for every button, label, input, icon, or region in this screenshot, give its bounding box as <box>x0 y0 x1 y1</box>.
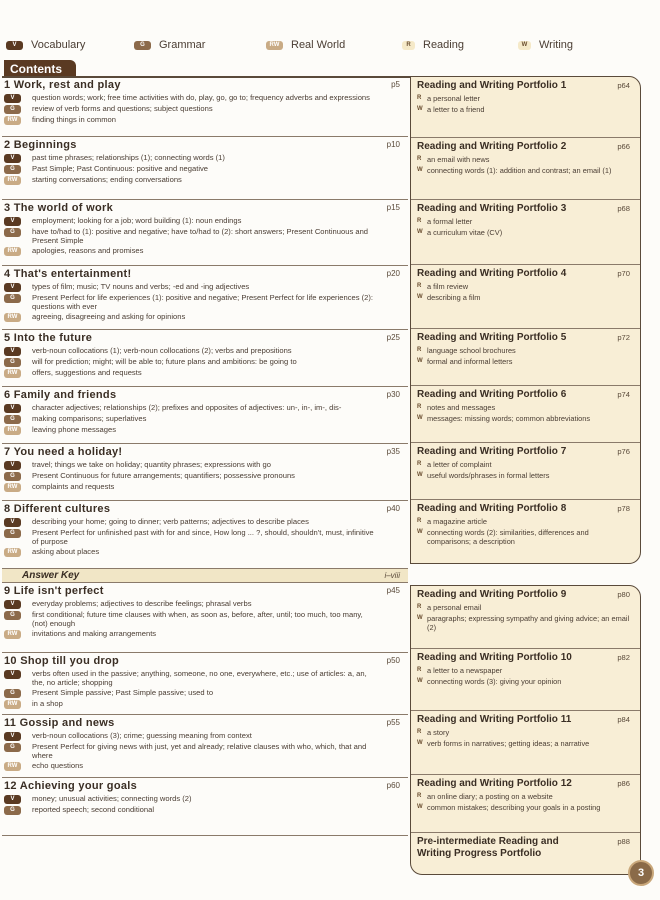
unit-v-line <box>4 599 408 609</box>
unit-v-line <box>4 403 408 413</box>
unit-v-line <box>4 731 408 741</box>
vocabulary-badge-icon: V <box>6 41 23 50</box>
portfolio-writing-text: paragraphs; expressing sympathy and giving advice; an email (2) <box>427 614 630 632</box>
reading-letter-icon: R <box>417 218 422 224</box>
unit-entry[interactable] <box>2 137 408 200</box>
legend-label: Vocabulary <box>31 39 86 51</box>
answer-key-label: Answer Key <box>22 570 80 581</box>
unit-g-line <box>4 688 408 698</box>
unit-entry[interactable] <box>2 444 408 501</box>
portfolio-reading-text: a formal letter <box>427 217 473 226</box>
unit-g-line <box>4 227 408 245</box>
legend-label: Reading <box>423 39 464 51</box>
unit-rw-text: in a shop <box>32 699 63 708</box>
g-badge-icon: G <box>4 294 21 303</box>
portfolio-reading-line <box>417 403 634 412</box>
progress-portfolio-title[interactable]: Pre-intermediate Reading and Writing Progress Portfolio <box>417 836 559 859</box>
portfolio-title[interactable]: Reading and Writing Portfolio 3 <box>417 203 567 214</box>
portfolio-writing-line <box>417 293 634 302</box>
unit-v-line <box>4 282 408 292</box>
legend-label: Grammar <box>159 39 206 51</box>
unit-page: p45 <box>386 586 400 595</box>
portfolio-page: p72 <box>617 333 630 342</box>
portfolio-reading-line <box>417 94 634 103</box>
unit-g-line <box>4 104 408 114</box>
portfolio-reading-text: a magazine article <box>427 517 487 526</box>
rw-badge-icon: RW <box>4 762 21 771</box>
g-badge-icon: G <box>4 165 21 174</box>
unit-v-text: money; unusual activities; connecting words (2) <box>32 794 192 803</box>
unit-v-line <box>4 346 408 356</box>
unit-rw-line <box>4 425 408 435</box>
writing-badge-icon: W <box>518 41 531 50</box>
unit-page: p15 <box>386 203 400 212</box>
portfolio-writing-text: useful words/phrases in formal letters <box>427 471 550 480</box>
g-badge-icon: G <box>4 358 21 367</box>
unit-entry[interactable] <box>2 653 408 715</box>
unit-g-text: Past Simple; Past Continuous: positive and negative <box>32 164 209 173</box>
rw-badge-icon: RW <box>4 630 21 639</box>
units-column <box>2 77 408 836</box>
real-world-badge-icon: RW <box>266 41 283 50</box>
portfolio-reading-text: a letter of complaint <box>427 460 492 469</box>
page-number: 3 <box>628 860 654 886</box>
portfolio-entry[interactable] <box>411 775 640 833</box>
unit-entry[interactable] <box>2 330 408 387</box>
unit-g-line <box>4 164 408 174</box>
unit-v-text: describing your home; going to dinner; verb patterns; adjectives to describe places <box>32 517 309 526</box>
portfolio-reading-line <box>417 155 634 164</box>
unit-entry[interactable] <box>2 583 408 653</box>
legend-label: Real World <box>291 39 346 51</box>
portfolio-page: p66 <box>617 142 630 151</box>
portfolio-reading-line <box>417 603 634 612</box>
rw-badge-icon: RW <box>4 548 21 557</box>
portfolio-reading-text: a letter to a newspaper <box>427 666 503 675</box>
portfolio-writing-text: describing a film <box>427 293 481 302</box>
rw-badge-icon: RW <box>4 426 21 435</box>
portfolio-title[interactable]: Reading and Writing Portfolio 1 <box>417 80 567 91</box>
unit-title[interactable]: 5 Into the future <box>4 332 93 344</box>
unit-g-text: have to/had to (1): positive and negative; have to/had to (2): short answers; Present Continuous and Present Simple <box>32 227 369 245</box>
portfolio-title[interactable]: Reading and Writing Portfolio 5 <box>417 332 567 343</box>
unit-v-line <box>4 460 408 470</box>
portfolio-entry[interactable] <box>411 200 640 265</box>
portfolio-page: p76 <box>617 447 630 456</box>
unit-page: p55 <box>386 718 400 727</box>
answer-key-page: i–viii <box>384 571 400 580</box>
unit-v-line <box>4 794 408 804</box>
writing-letter-icon: W <box>417 294 423 300</box>
unit-v-line <box>4 669 408 687</box>
v-badge-icon: V <box>4 600 21 609</box>
portfolio-reading-line <box>417 346 634 355</box>
portfolio-writing-line <box>417 528 634 546</box>
portfolio-writing-text: formal and informal letters <box>427 357 513 366</box>
answer-key-row[interactable] <box>2 569 408 583</box>
grammar-badge-icon: G <box>134 41 151 50</box>
portfolio-entry[interactable] <box>411 649 640 711</box>
unit-rw-line <box>4 761 408 771</box>
unit-v-line <box>4 153 408 163</box>
unit-title[interactable]: 8 Different cultures <box>4 503 111 515</box>
unit-title[interactable]: 11 Gossip and news <box>4 717 115 729</box>
portfolio-reading-line <box>417 666 634 675</box>
portfolio-reading-text: a personal letter <box>427 94 480 103</box>
portfolio-entry[interactable] <box>411 329 640 386</box>
portfolio-entry[interactable] <box>411 500 640 565</box>
unit-page: p60 <box>386 781 400 790</box>
unit-rw-text: apologies, reasons and promises <box>32 246 144 255</box>
unit-g-text: Present Perfect for unfinished past with for and since, How long ... ?, should, shouldn't, must, infinitive of purpose <box>32 528 374 546</box>
writing-letter-icon: W <box>417 106 423 112</box>
unit-title[interactable]: 12 Achieving your goals <box>4 780 138 792</box>
v-badge-icon: V <box>4 404 21 413</box>
portfolio-page: p64 <box>617 81 630 90</box>
unit-g-text: Present Perfect for life experiences (1): positive and negative; Present Perfect for life experiences (2): questions with ever <box>32 293 374 311</box>
portfolio-writing-line <box>417 357 634 366</box>
unit-g-text: reported speech; second conditional <box>32 805 155 814</box>
unit-title[interactable]: 4 That's entertainment! <box>4 268 132 280</box>
portfolio-title[interactable]: Reading and Writing Portfolio 11 <box>417 714 572 725</box>
portfolio-page: p80 <box>617 590 630 599</box>
portfolio-reading-text: language school brochures <box>427 346 516 355</box>
unit-title[interactable]: 7 You need a holiday! <box>4 446 123 458</box>
reading-letter-icon: R <box>417 729 422 735</box>
unit-rw-text: invitations and making arrangements <box>32 629 157 638</box>
unit-v-text: verb-noun collocations (1); verb-noun collocations (2); verbs and prepositions <box>32 346 292 355</box>
unit-page: p30 <box>386 390 400 399</box>
v-badge-icon: V <box>4 154 21 163</box>
writing-letter-icon: W <box>417 804 423 810</box>
v-badge-icon: V <box>4 670 21 679</box>
v-badge-icon: V <box>4 795 21 804</box>
rw-badge-icon: RW <box>4 369 21 378</box>
unit-rw-text: echo questions <box>32 761 84 770</box>
portfolio-writing-line <box>417 677 634 686</box>
reading-letter-icon: R <box>417 283 422 289</box>
unit-rw-text: asking about places <box>32 547 100 556</box>
portfolio-writing-text: verb forms in narratives; getting ideas; a narrative <box>427 739 590 748</box>
unit-v-line <box>4 216 408 226</box>
unit-rw-text: finding things in common <box>32 115 116 124</box>
reading-letter-icon: R <box>417 518 422 524</box>
unit-entry[interactable] <box>2 266 408 330</box>
unit-g-text: will for prediction; might; will be able to; future plans and ambitions: be going to <box>32 357 297 366</box>
g-badge-icon: G <box>4 743 21 752</box>
writing-letter-icon: W <box>417 167 423 173</box>
portfolio-writing-text: messages: missing words; common abbreviations <box>427 414 591 423</box>
unit-v-text: types of film; music; TV nouns and verbs; -ed and -ing adjectives <box>32 282 250 291</box>
portfolio-reading-line <box>417 792 634 801</box>
unit-rw-text: leaving phone messages <box>32 425 117 434</box>
portfolio-title[interactable]: Reading and Writing Portfolio 12 <box>417 778 572 789</box>
g-badge-icon: G <box>4 611 21 620</box>
reading-letter-icon: R <box>417 347 422 353</box>
unit-v-text: verb-noun collocations (3); crime; guessing meaning from context <box>32 731 252 740</box>
portfolio-writing-line <box>417 228 634 237</box>
unit-v-text: past time phrases; relationships (1); connecting words (1) <box>32 153 225 162</box>
portfolio-writing-line <box>417 471 634 480</box>
unit-page: p35 <box>386 447 400 456</box>
portfolio-page: p74 <box>617 390 630 399</box>
unit-entry[interactable] <box>2 715 408 778</box>
portfolio-title[interactable]: Reading and Writing Portfolio 8 <box>417 503 567 514</box>
unit-v-text: everyday problems; adjectives to describe feelings; phrasal verbs <box>32 599 252 608</box>
legend <box>6 39 656 55</box>
unit-v-text: character adjectives; relationships (2); prefixes and opposites of adjectives: un-, in-, im-, dis- <box>32 403 342 412</box>
g-badge-icon: G <box>4 105 21 114</box>
portfolio-writing-text: connecting words (3): giving your opinion <box>427 677 562 686</box>
portfolio-writing-text: connecting words (2): similarities, differences and comparisons; a description <box>427 528 589 546</box>
legend-grammar <box>134 39 205 51</box>
portfolio-page: p68 <box>617 204 630 213</box>
portfolio-reading-text: a personal email <box>427 603 482 612</box>
legend-real-world <box>266 39 345 51</box>
unit-page: p10 <box>386 140 400 149</box>
portfolio-writing-text: a curriculum vitae (CV) <box>427 228 503 237</box>
reading-letter-icon: R <box>417 667 422 673</box>
unit-entry[interactable] <box>2 778 408 836</box>
unit-title[interactable]: 1 Work, rest and play <box>4 79 121 91</box>
unit-v-text: question words; work; free time activities with do, play, go, go to; frequency adverbs and expressions <box>32 93 370 102</box>
unit-g-text: Present Simple passive; Past Simple passive; used to <box>32 688 214 697</box>
unit-rw-text: starting conversations; ending conversations <box>32 175 182 184</box>
portfolio-page: p78 <box>617 504 630 513</box>
portfolio-reading-line <box>417 217 634 226</box>
rw-badge-icon: RW <box>4 483 21 492</box>
unit-page: p40 <box>386 504 400 513</box>
portfolio-title[interactable]: Reading and Writing Portfolio 7 <box>417 446 567 457</box>
unit-rw-text: complaints and requests <box>32 482 115 491</box>
v-badge-icon: V <box>4 94 21 103</box>
portfolio-reading-text: a story <box>427 728 450 737</box>
portfolio-writing-line <box>417 614 634 632</box>
portfolio-writing-text: common mistakes; describing your goals in a posting <box>427 803 601 812</box>
v-badge-icon: V <box>4 518 21 527</box>
portfolio-entry[interactable] <box>411 386 640 443</box>
writing-letter-icon: W <box>417 615 423 621</box>
unit-rw-line <box>4 699 408 709</box>
unit-g-line <box>4 528 408 546</box>
unit-g-line <box>4 610 408 628</box>
unit-v-text: verbs often used in the passive; anything, someone, no one, everywhere, etc.; use of articles: a, an, the, no article; shopping <box>32 669 367 687</box>
unit-page: p5 <box>391 80 400 89</box>
unit-entry[interactable] <box>2 77 408 137</box>
g-badge-icon: G <box>4 415 21 424</box>
legend-label: Writing <box>539 39 574 51</box>
portfolio-entry[interactable] <box>411 138 640 200</box>
portfolio-title[interactable]: Reading and Writing Portfolio 4 <box>417 268 567 279</box>
portfolio-writing-text: a letter to a friend <box>427 105 485 114</box>
unit-g-line <box>4 805 408 815</box>
unit-rw-text: agreeing, disagreeing and asking for opinions <box>32 312 186 321</box>
unit-g-text: Present Continuous for future arrangements; quantifiers; possessive pronouns <box>32 471 295 480</box>
unit-v-text: travel; things we take on holiday; quantity phrases; expressions with go <box>32 460 271 469</box>
unit-g-text: review of verb forms and questions; subject questions <box>32 104 213 113</box>
portfolio-reading-line <box>417 517 634 526</box>
unit-title[interactable]: 10 Shop till you drop <box>4 655 120 667</box>
portfolio-reading-line <box>417 728 634 737</box>
unit-g-text: first conditional; future time clauses with when, as soon as, before, after, until; too much, too many, (not) enough <box>32 610 363 628</box>
unit-rw-line <box>4 482 408 492</box>
unit-rw-line <box>4 175 408 185</box>
portfolio-reading-text: an online diary; a posting on a website <box>427 792 553 801</box>
unit-g-line <box>4 471 408 481</box>
writing-letter-icon: W <box>417 229 423 235</box>
progress-portfolio-page: p88 <box>617 837 630 846</box>
reading-letter-icon: R <box>417 793 422 799</box>
portfolio-title[interactable]: Reading and Writing Portfolio 2 <box>417 141 567 152</box>
g-badge-icon: G <box>4 228 21 237</box>
g-badge-icon: G <box>4 472 21 481</box>
g-badge-icon: G <box>4 689 21 698</box>
g-badge-icon: G <box>4 529 21 538</box>
rw-badge-icon: RW <box>4 247 21 256</box>
unit-title[interactable]: 2 Beginnings <box>4 139 77 151</box>
portfolio-writing-line <box>417 739 634 748</box>
rw-badge-icon: RW <box>4 313 21 322</box>
unit-rw-line <box>4 547 408 557</box>
unit-rw-line <box>4 246 408 256</box>
portfolio-reading-text: notes and messages <box>427 403 496 412</box>
unit-v-line <box>4 93 408 103</box>
rw-badge-icon: RW <box>4 176 21 185</box>
writing-letter-icon: W <box>417 740 423 746</box>
unit-g-line <box>4 293 408 311</box>
portfolio-reading-text: a film review <box>427 282 469 291</box>
portfolio-reading-text: an email with news <box>427 155 490 164</box>
progress-portfolio-entry[interactable] <box>411 833 640 860</box>
portfolio-writing-line <box>417 414 634 423</box>
portfolio-title[interactable]: Reading and Writing Portfolio 6 <box>417 389 567 400</box>
unit-g-line <box>4 414 408 424</box>
portfolio-title[interactable]: Reading and Writing Portfolio 9 <box>417 589 567 600</box>
unit-rw-line <box>4 312 408 322</box>
unit-title[interactable]: 6 Family and friends <box>4 389 117 401</box>
unit-v-line <box>4 517 408 527</box>
writing-letter-icon: W <box>417 678 423 684</box>
portfolio-page: p82 <box>617 653 630 662</box>
reading-badge-icon: R <box>402 41 415 50</box>
portfolio-box-1 <box>410 76 641 564</box>
portfolio-entry[interactable] <box>411 77 640 138</box>
unit-g-text: making comparisons; superlatives <box>32 414 147 423</box>
unit-rw-text: offers, suggestions and requests <box>32 368 142 377</box>
unit-g-text: Present Perfect for giving news with just, yet and already; relative clauses with who, which, that and where <box>32 742 367 760</box>
v-badge-icon: V <box>4 283 21 292</box>
portfolio-page: p84 <box>617 715 630 724</box>
reading-letter-icon: R <box>417 461 422 467</box>
portfolio-entry[interactable] <box>411 265 640 329</box>
portfolio-writing-text: connecting words (1): addition and contrast; an email (1) <box>427 166 612 175</box>
legend-vocabulary <box>6 39 85 51</box>
portfolio-writing-line <box>417 105 634 114</box>
legend-writing <box>518 39 573 51</box>
portfolio-writing-line <box>417 803 634 812</box>
unit-entry[interactable] <box>2 387 408 444</box>
unit-title[interactable]: 3 The world of work <box>4 202 113 214</box>
unit-rw-line <box>4 368 408 378</box>
portfolio-entry[interactable] <box>411 711 640 775</box>
v-badge-icon: V <box>4 347 21 356</box>
reading-letter-icon: R <box>417 404 422 410</box>
unit-entry[interactable] <box>2 200 408 266</box>
unit-page: p25 <box>386 333 400 342</box>
rw-badge-icon: RW <box>4 700 21 709</box>
portfolio-box-2 <box>410 585 641 875</box>
portfolio-page: p70 <box>617 269 630 278</box>
unit-page: p20 <box>386 269 400 278</box>
rw-badge-icon: RW <box>4 116 21 125</box>
unit-v-text: employment; looking for a job; word building (1): noun endings <box>32 216 242 225</box>
unit-title[interactable]: 9 Life isn't perfect <box>4 585 104 597</box>
portfolio-reading-line <box>417 460 634 469</box>
v-badge-icon: V <box>4 461 21 470</box>
unit-g-line <box>4 742 408 760</box>
portfolio-title[interactable]: Reading and Writing Portfolio 10 <box>417 652 572 663</box>
v-badge-icon: V <box>4 732 21 741</box>
unit-entry[interactable] <box>2 501 408 569</box>
writing-letter-icon: W <box>417 358 423 364</box>
unit-page: p50 <box>386 656 400 665</box>
v-badge-icon: V <box>4 217 21 226</box>
unit-g-line <box>4 357 408 367</box>
writing-letter-icon: W <box>417 415 423 421</box>
contents-tab: Contents <box>4 60 76 77</box>
portfolio-entry[interactable] <box>411 586 640 649</box>
unit-rw-line <box>4 115 408 125</box>
unit-rw-line <box>4 629 408 639</box>
portfolio-entry[interactable] <box>411 443 640 500</box>
reading-letter-icon: R <box>417 604 422 610</box>
portfolio-reading-line <box>417 282 634 291</box>
writing-letter-icon: W <box>417 529 423 535</box>
portfolio-writing-line <box>417 166 634 175</box>
reading-letter-icon: R <box>417 95 422 101</box>
reading-letter-icon: R <box>417 156 422 162</box>
g-badge-icon: G <box>4 806 21 815</box>
writing-letter-icon: W <box>417 472 423 478</box>
legend-reading <box>402 39 464 51</box>
portfolio-page: p86 <box>617 779 630 788</box>
